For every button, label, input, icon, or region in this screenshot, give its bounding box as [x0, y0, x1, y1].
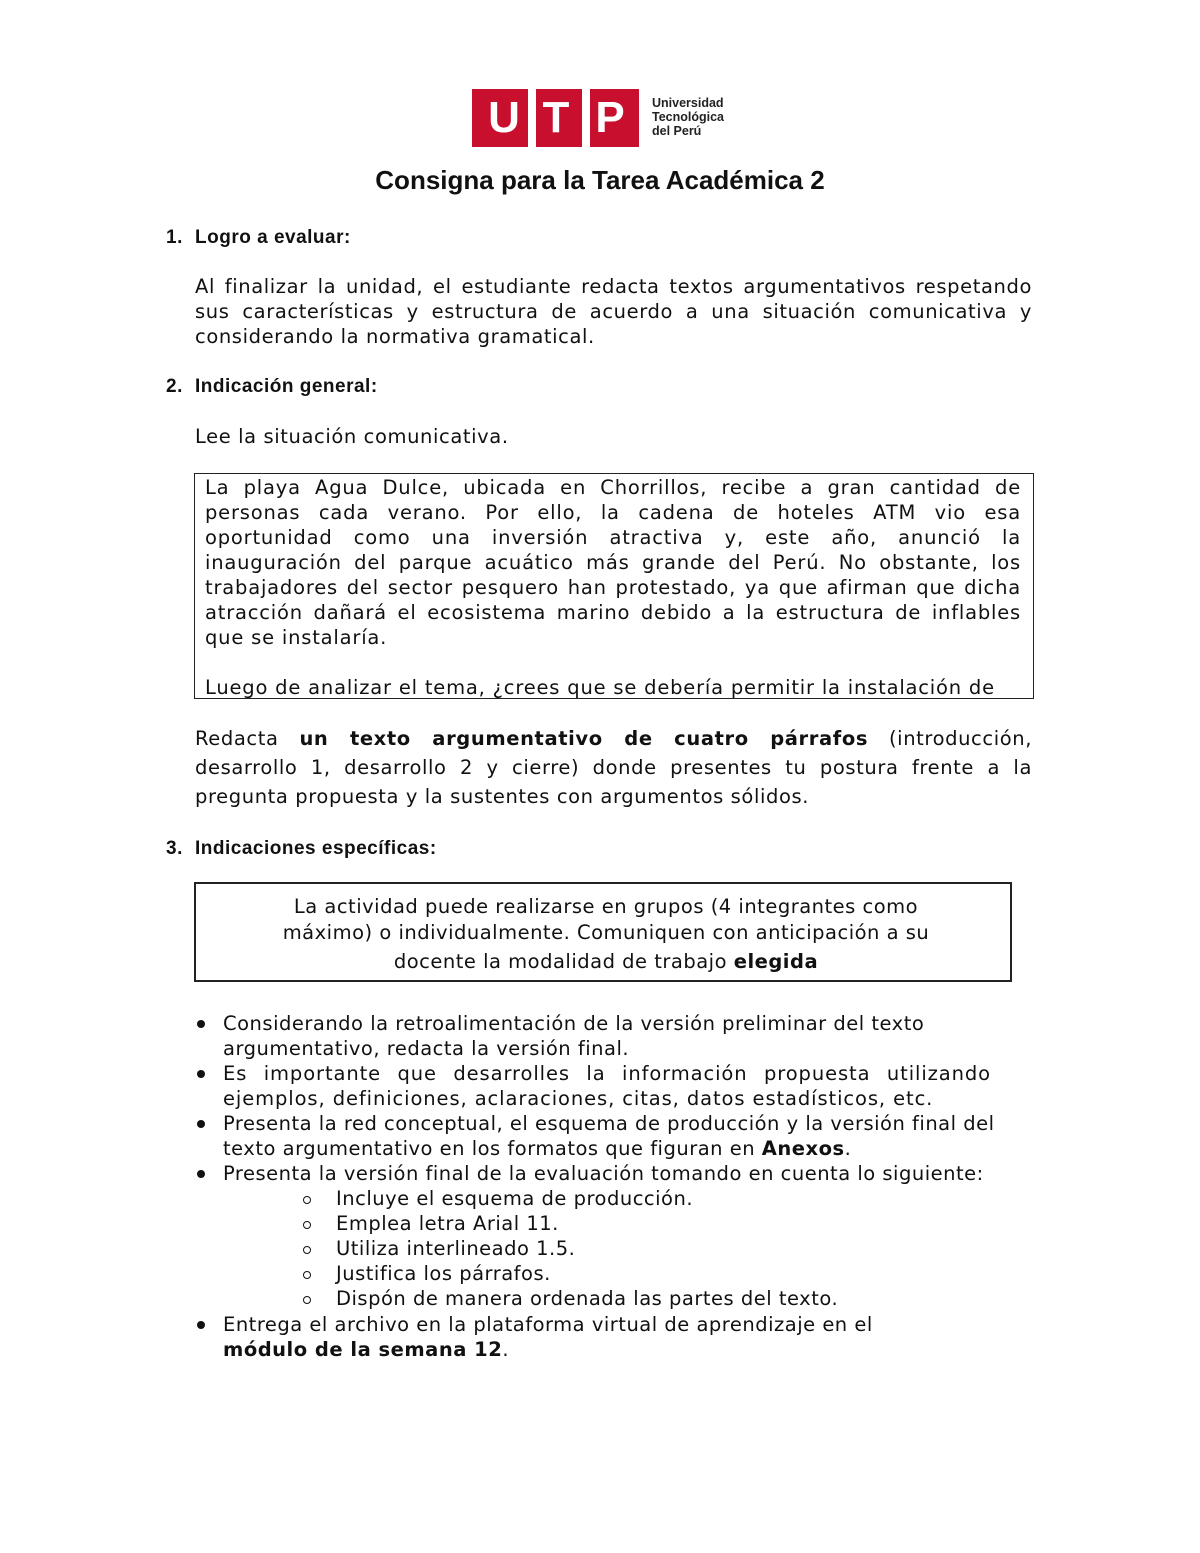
situation-text: La playa Agua Dulce, ubicada en Chorrillos, recibe a gran cantidad de personas cada verano. Por ello, la cadena de hoteles ATM vio esa oportunidad como una inversión atractiva y, este año, anunció la inauguración del parque acuático más grande del Perú. No obstante, los trabajadores del sector pesquero han protestado, ya que afirman que dicha atracción dañará el ecosistema marino debido a la estructura de inflables que se instalaría.	[205, 476, 1021, 649]
redacta-bold: un texto argumentativo de cuatro párrafos	[299, 727, 869, 750]
logo-letter-p: P	[595, 93, 625, 142]
sub-bullet-icon	[303, 1296, 311, 1304]
modality-line-1: La actividad puede realizarse en grupos (4 integrantes como	[293, 895, 919, 918]
bullet-5-post: .	[502, 1338, 510, 1361]
page-title: Consigna para la Tarea Académica 2	[375, 165, 825, 195]
logo-line-1: Universidad	[652, 96, 724, 110]
modality-line-2: máximo) o individualmente. Comuniquen con anticipación a su	[282, 921, 930, 944]
bullet-2: Es importante que desarrolles la información propuesta utilizando ejemplos, definiciones, aclaraciones, citas, datos estadísticos, etc.	[223, 1062, 991, 1110]
bullet-5-bold: módulo de la semana 12	[223, 1338, 503, 1361]
section-3-number: 3.	[166, 838, 183, 859]
utp-logo	[472, 89, 732, 147]
sub-bullet-icon	[303, 1196, 311, 1204]
sub-bullet-icon	[303, 1271, 311, 1279]
bullet-3-post: .	[844, 1137, 852, 1160]
bullet-icon	[197, 1020, 205, 1028]
redacta-post: (introducción, desarrollo 1, desarrollo 2 y cierre) donde presentes tu postura frente a la pregunta propuesta y la sustentes con argumentos sólidos.	[195, 727, 1032, 808]
logo-line-3: del Perú	[652, 124, 702, 138]
modality-line-3	[246, 949, 966, 975]
sub-item-5: Dispón de manera ordenada las partes del texto.	[336, 1287, 839, 1310]
sub-item-2: Emplea letra Arial 11.	[336, 1212, 559, 1235]
bullet-icon	[197, 1070, 205, 1078]
sub-bullet-icon	[303, 1221, 311, 1229]
redacta-pre: Redacta	[195, 727, 300, 750]
bullet-1: Considerando la retroalimentación de la versión preliminar del texto argumentativo, redacta la versión final.	[223, 1012, 925, 1060]
logo-letter-t: T	[542, 93, 570, 142]
bullet-5-pre: Entrega el archivo en la plataforma virtual de aprendizaje en el	[223, 1313, 873, 1336]
section-1-text: Al finalizar la unidad, el estudiante redacta textos argumentativos respetando sus características y estructura de acuerdo a una situación comunicativa y considerando la normativa gramatical.	[195, 275, 1032, 348]
logo-separator	[582, 89, 590, 147]
bullet-5	[223, 1312, 943, 1362]
bullet-3	[223, 1111, 1013, 1161]
bullet-icon	[197, 1321, 205, 1329]
section-1-number: 1.	[166, 227, 183, 248]
logo-letter-u: U	[488, 93, 520, 142]
modality-line-3-pre: docente la modalidad de trabajo	[393, 950, 734, 973]
sub-item-1: Incluye el esquema de producción.	[336, 1187, 694, 1210]
sub-item-3: Utiliza interlineado 1.5.	[336, 1237, 576, 1260]
modality-box	[194, 882, 1012, 982]
section-1-heading: Logro a evaluar:	[195, 227, 351, 248]
logo-separator	[528, 89, 536, 147]
modality-text	[246, 894, 966, 975]
bullet-3-bold: Anexos	[761, 1137, 845, 1160]
logo-university-name	[652, 96, 742, 138]
section-3-heading: Indicaciones específicas:	[195, 838, 437, 859]
bullet-icon	[197, 1120, 205, 1128]
bullet-icon	[197, 1170, 205, 1178]
logo-line-2: Tecnológica	[652, 110, 725, 124]
logo-red-block	[472, 89, 639, 147]
section-2-heading: Indicación general:	[195, 376, 378, 397]
sub-item-4: Justifica los párrafos.	[336, 1262, 551, 1285]
bullet-3-pre: Presenta la red conceptual, el esquema de producción y la versión final del texto argumentativo en los formatos que figuran en	[223, 1112, 995, 1160]
sub-bullet-icon	[303, 1246, 311, 1254]
redacta-paragraph	[195, 724, 1032, 811]
situation-question: Luego de analizar el tema, ¿crees que se debería permitir la instalación de	[205, 676, 995, 699]
section-2-number: 2.	[166, 376, 183, 397]
section-2-intro: Lee la situación comunicativa.	[195, 425, 509, 448]
bullet-4: Presenta la versión final de la evaluación tomando en cuenta lo siguiente:	[223, 1162, 984, 1185]
situation-box	[194, 473, 1034, 699]
modality-line-3-bold: elegida	[733, 950, 819, 973]
